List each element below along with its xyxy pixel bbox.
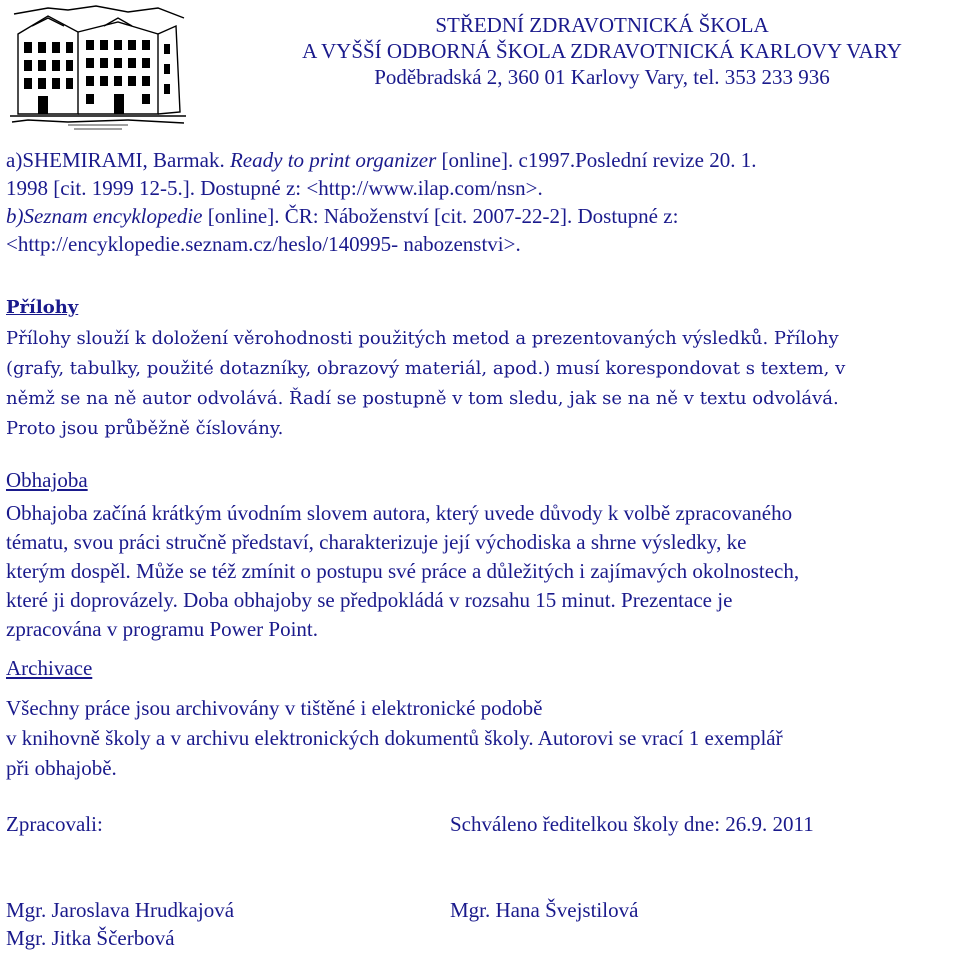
obhajoba-line-5: zpracována v programu Power Point.: [6, 617, 318, 641]
header-address: Poděbradská 2, 360 01 Karlovy Vary, tel. 353 233 936: [374, 65, 830, 89]
archivace-line-1: Všechny práce jsou archivovány v tištěné i elektronické podobě: [6, 696, 543, 720]
schvaleno-label: Schváleno ředitelkou školy dne: 26.9. 2011: [450, 812, 814, 836]
obhajoba-line-4: které ji doprovázely. Doba obhajoby se předpokládá v rozsahu 15 minut. Prezentace je: [6, 588, 733, 612]
obhajoba-line-1: Obhajoba začíná krátkým úvodním slovem autora, který uvede důvody k volbě zpracovaného: [6, 501, 793, 525]
school-building-sketch-icon: [8, 4, 188, 132]
ref-a-title: Ready to print organizer: [229, 148, 437, 172]
ref-a-line2: 1998 [cit. 1999 12-5.]. Dostupné z: <http://www.ilap.com/nsn>.: [6, 176, 543, 200]
ref-b-title: b)Seznam encyklopedie: [6, 204, 203, 228]
prilohy-heading: Přílohy: [6, 297, 79, 318]
ref-a-prefix: a)SHEMIRAMI, Barmak.: [6, 148, 230, 172]
author-1: Mgr. Jaroslava Hrudkajová: [6, 898, 235, 922]
archivace-heading: Archivace: [6, 656, 93, 680]
school-logo: [8, 4, 188, 132]
school-header: [250, 12, 954, 90]
ref-b-line2: <http://encyklopedie.seznam.cz/heslo/140995- nabozenstvi>.: [6, 232, 521, 256]
ref-b-rest: [online]. ČR: Náboženství [cit. 2007-22-2]. Dostupné z:: [202, 204, 679, 228]
approver-name: Mgr. Hana Švejstilová: [450, 898, 639, 922]
obhajoba-line-2: tématu, svou práci stručně představí, charakterizuje její východiska a shrne výsledky, ke: [6, 530, 747, 554]
ref-a-line1: [6, 148, 756, 173]
author-2: Mgr. Jitka Ščerbová: [6, 926, 175, 950]
prilohy-line-1: Přílohy slouží k doložení věrohodnosti použitých metod a prezentovaných výsledků. Přílohy: [6, 328, 839, 349]
prilohy-line-3: němž se na ně autor odvolává. Řadí se postupně v tom sledu, jak se na ně v textu odvolává.: [6, 388, 839, 409]
prilohy-line-2: (grafy, tabulky, použité dotazníky, obrazový materiál, apod.) musí korespondovat s textem, v: [6, 358, 846, 379]
obhajoba-line-3: kterým dospěl. Může se též zmínit o postupu své práce a důležitých i zajímavých okolnostech,: [6, 559, 800, 583]
archivace-line-2: v knihovně školy a v archivu elektronických dokumentů školy. Autorovi se vrací 1 exemplář: [6, 726, 783, 750]
archivace-line-3: při obhajobě.: [6, 756, 117, 780]
zpracovali-label: Zpracovali:: [6, 812, 103, 836]
header-school-name: STŘEDNÍ ZDRAVOTNICKÁ ŠKOLA: [435, 13, 769, 37]
ref-b-line1: [6, 204, 678, 229]
ref-a-rest: [online]. c1997.Poslední revize 20. 1.: [436, 148, 757, 172]
header-school-name-2: A VYŠŠÍ ODBORNÁ ŠKOLA ZDRAVOTNICKÁ KARLOVY VARY: [302, 39, 902, 63]
obhajoba-heading: Obhajoba: [6, 468, 88, 492]
prilohy-line-4: Proto jsou průběžně číslovány.: [6, 418, 284, 439]
